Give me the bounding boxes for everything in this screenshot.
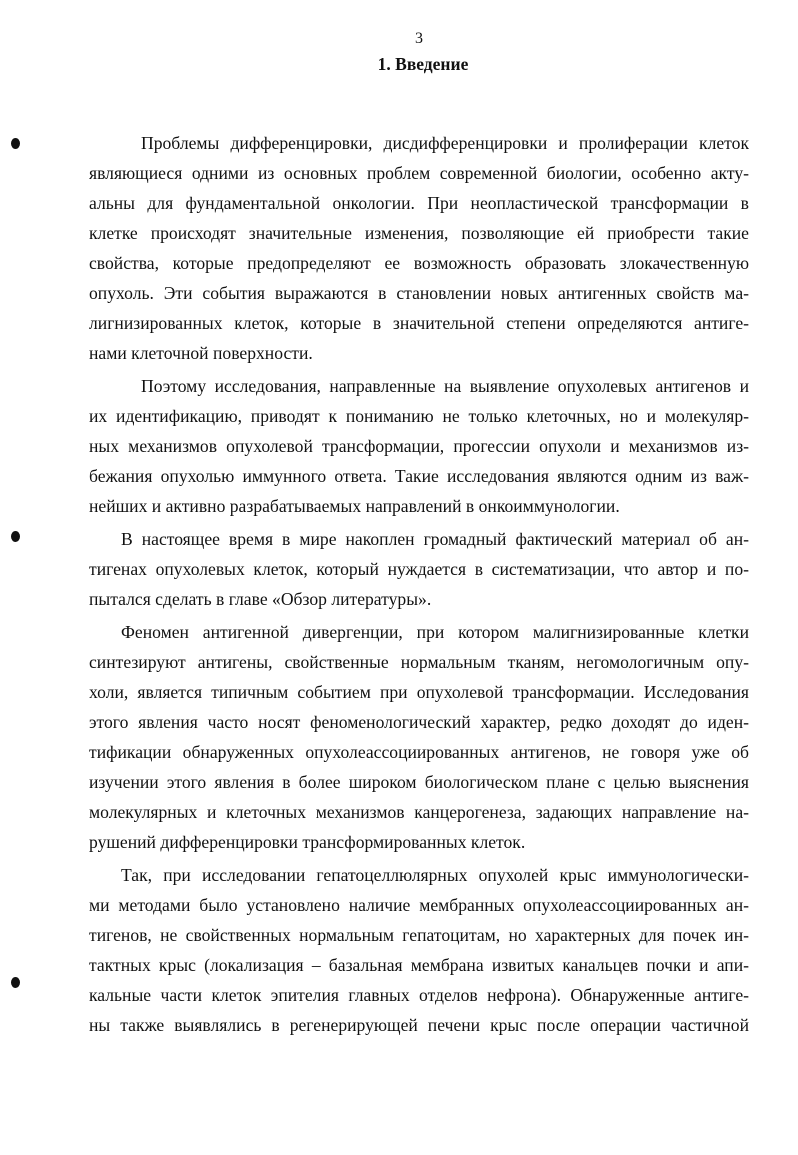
text-line: Проблемы дифференцировки, дисдифференцировки и пролиферации клеток	[141, 133, 749, 153]
text-line: Поэтому исследования, направленные на выявление опухолевых антигенов и	[141, 376, 749, 396]
text-line: Так, при исследовании гепатоцеллюлярных опухолей крыс иммунологически-	[121, 865, 749, 885]
text-line: тигенах опухолевых клеток, который нуждается в систематизации, что автор и по-	[89, 559, 749, 579]
text-line: В настоящее время в мире накоплен громадный фактический материал об ан-	[121, 529, 749, 549]
text-line: нейших и активно разрабатываемых направлений в онкоиммунологии.	[89, 496, 620, 516]
text-line: нами клеточной поверхности.	[89, 343, 313, 363]
text-line: изучении этого явления в более широком биологическом плане с целью выяснения	[89, 772, 749, 792]
text-line: свойства, которые предопределяют ее возможность образовать злокачественную	[89, 253, 749, 273]
text-line: ны также выявлялись в регенерирующей печени крыс после операции частичной	[89, 1015, 749, 1035]
text-line: этого явления часто носят феноменологический характер, редко доходят до иден-	[89, 712, 749, 732]
text-line: ми методами было установлено наличие мембранных опухолеассоциированных ан-	[89, 895, 749, 915]
paragraph	[89, 128, 749, 368]
text-line: альны для фундаментальной онкологии. При неопластической трансформации в	[89, 193, 749, 213]
text-line: рушений дифференцировки трансформированных клеток.	[89, 832, 526, 852]
paragraph	[89, 617, 749, 857]
paragraph	[89, 371, 749, 521]
text-line: кальные части клеток эпителия главных отделов нефрона). Обнаруженные антиге-	[89, 985, 749, 1005]
paragraph	[89, 524, 749, 614]
text-line: пытался сделать в главе «Обзор литературы».	[89, 589, 432, 609]
text-line: клетке происходят значительные изменения, позволяющие ей приобрести такие	[89, 223, 749, 243]
text-line: являющиеся одними из основных проблем современной биологии, особенно акту-	[89, 163, 749, 183]
scan-punch-mark-3	[11, 977, 20, 988]
text-line: холи, является типичным событием при опухолевой трансформации. Исследования	[89, 682, 749, 702]
scan-punch-mark-1	[11, 138, 20, 149]
paragraph	[89, 860, 749, 1040]
text-line: бежания опухолью иммунного ответа. Такие исследования являются одним из важ-	[89, 466, 749, 486]
text-line: лигнизированных клеток, которые в значительной степени определяются антиге-	[89, 313, 749, 333]
section-title: 1. Введение	[377, 54, 469, 74]
text-line: их идентификацию, приводят к пониманию не только клеточных, но и молекуляр-	[89, 406, 749, 426]
scan-punch-mark-2	[11, 531, 20, 542]
text-line: тификации обнаруженных опухолеассоциированных антигенов, не говоря уже об	[89, 742, 749, 762]
text-line: тигенов, не свойственных нормальным гепатоцитам, но характерных для почек ин-	[89, 925, 749, 945]
text-line: тактных крыс (локализация – базальная мембрана извитых канальцев почки и апи-	[89, 955, 749, 975]
text-line: ных механизмов опухолевой трансформации, прогессии опухоли и механизмов из-	[89, 436, 749, 456]
page-number: 3	[415, 30, 423, 47]
text-line: опухоль. Эти события выражаются в становлении новых антигенных свойств ма-	[89, 283, 749, 303]
body-text	[89, 128, 749, 1040]
text-line: молекулярных и клеточных механизмов канцерогенеза, задающих направление на-	[89, 802, 749, 822]
text-line: синтезируют антигены, свойственные нормальным тканям, негомологичным опу-	[89, 652, 749, 672]
text-line: Феномен антигенной дивергенции, при котором малигнизированные клетки	[121, 622, 749, 642]
